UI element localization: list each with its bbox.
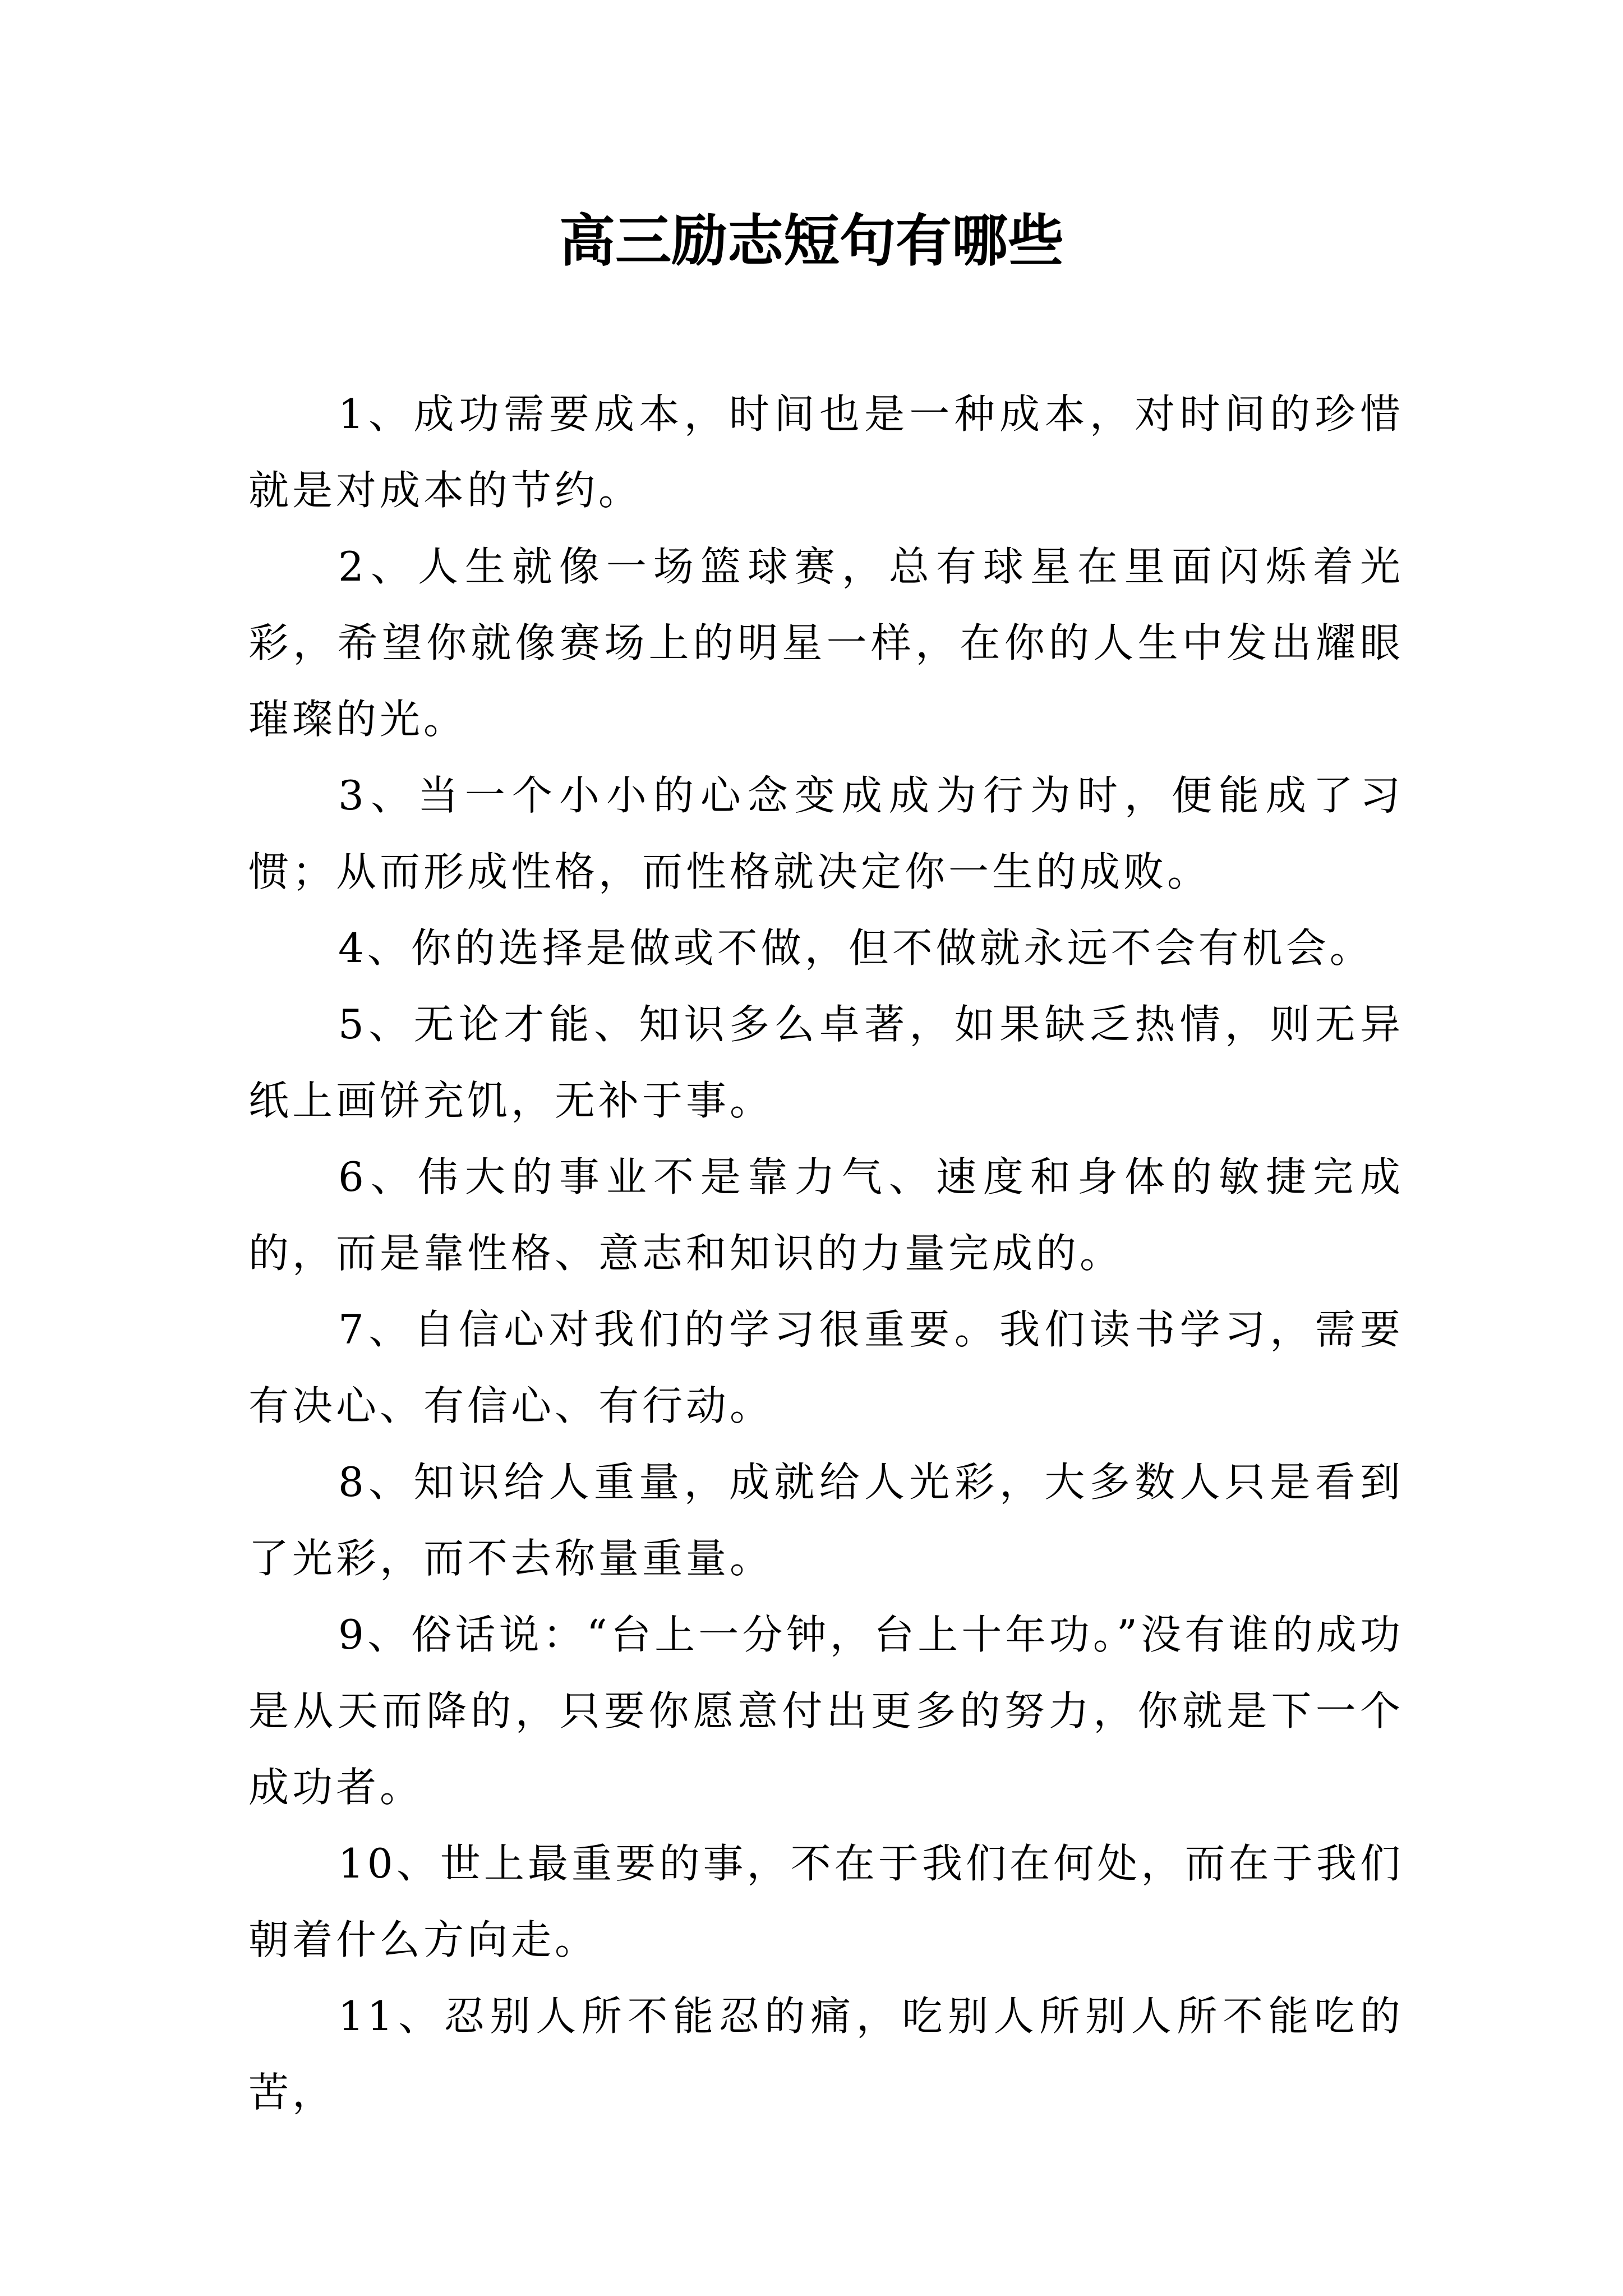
document-body <box>248 376 1404 2131</box>
paragraph-9: 9、俗话说：“台上一分钟，台上十年功。”没有谁的成功是从天而降的，只要你愿意付出更多的努力，你就是下一个成功者。 <box>248 1611 1404 1811</box>
paragraph-8: 8、知识给人重量，成就给人光彩，大多数人只是看到了光彩，而不去称量重量。 <box>248 1458 1404 1582</box>
paragraph-11: 11、忍别人所不能忍的痛，吃别人所别人所不能吃的苦， <box>248 1993 1404 2116</box>
paragraph-4: 4、你的选择是做或不做，但不做就永远不会有机会。 <box>338 924 1373 972</box>
paragraph-1: 1、成功需要成本，时间也是一种成本，对时间的珍惜就是对成本的节约。 <box>248 390 1404 514</box>
paragraph-7: 7、自信心对我们的学习很重要。我们读书学习，需要有决心、有信心、有行动。 <box>248 1306 1404 1429</box>
paragraph-2: 2、人生就像一场篮球赛，总有球星在里面闪烁着光彩，希望你就像赛场上的明星一样，在你的人生中发出耀眼璀璨的光。 <box>248 543 1404 743</box>
paragraph-6: 6、伟大的事业不是靠力气、速度和身体的敏捷完成的，而是靠性格、意志和知识的力量完成的。 <box>248 1153 1404 1277</box>
paragraph-10: 10、世上最重要的事，不在于我们在何处，而在于我们朝着什么方向走。 <box>248 1840 1404 1963</box>
paragraph-5: 5、无论才能、知识多么卓著，如果缺乏热情，则无异纸上画饼充饥，无补于事。 <box>248 1001 1404 1124</box>
paragraph-3: 3、当一个小小的心念变成成为行为时，便能成了习惯；从而形成性格，而性格就决定你一生的成败。 <box>248 772 1404 895</box>
document-title: 高三励志短句有哪些 <box>559 208 1064 274</box>
